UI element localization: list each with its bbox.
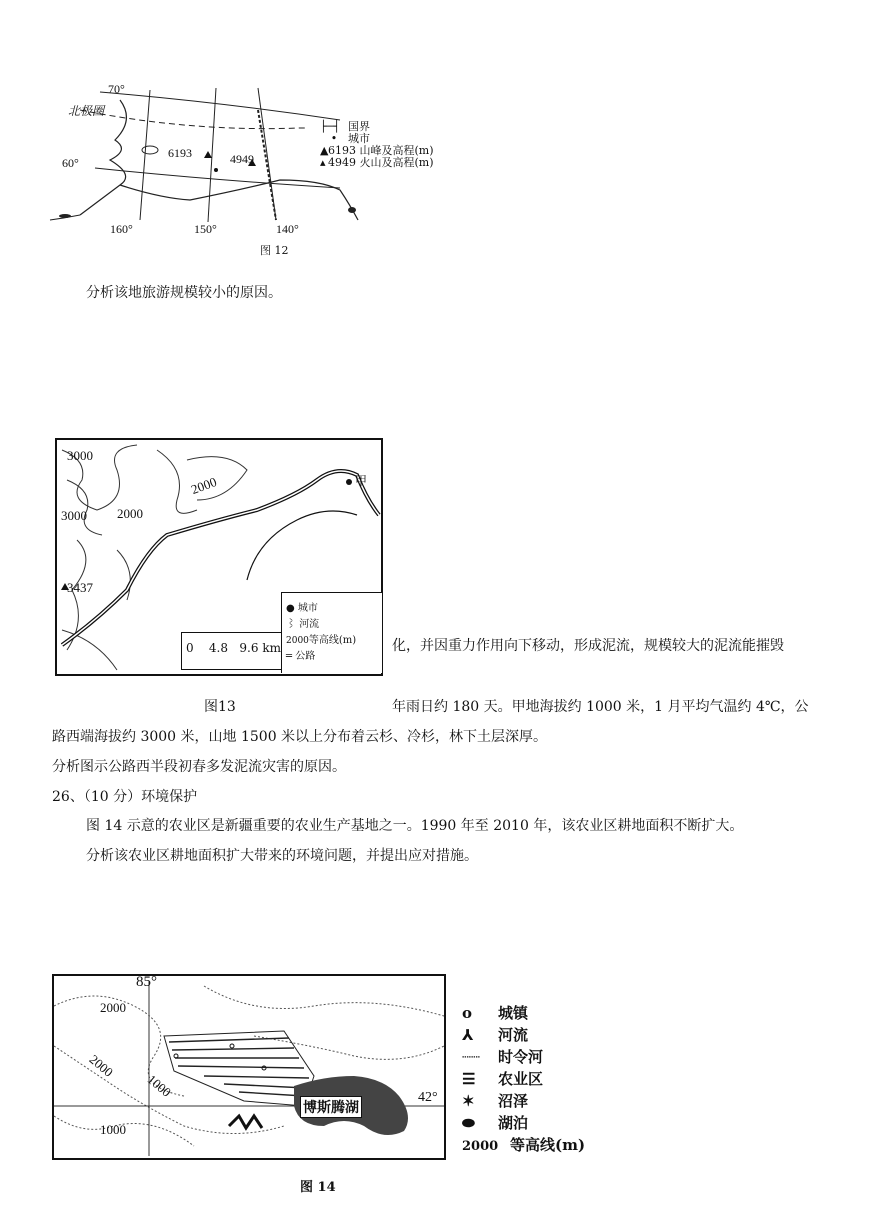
contour-label: 2000 <box>100 1000 126 1015</box>
contour-label: 3000 <box>67 448 93 463</box>
agricultural-area <box>164 1031 314 1106</box>
peak-label: 3437 <box>67 580 93 595</box>
fig12-legend: ├─┤ 国界 • 城市 ▲6193 山峰及高程(m) ▴ 4949 火山及高程(m) <box>320 120 434 169</box>
figure-caption: 图13 <box>204 699 236 715</box>
peak-marker <box>204 151 212 158</box>
road-icon: ═ <box>286 651 296 662</box>
lon-label: 140° <box>276 222 299 236</box>
lat-label: 42° <box>418 1090 438 1105</box>
scale-bar: 0 4.8 9.6 km <box>181 632 283 670</box>
lat-label: 70° <box>108 82 125 96</box>
volcano-icon: ▴ <box>320 156 326 169</box>
lat-label: 60° <box>62 156 79 170</box>
town-icon: o <box>462 1004 473 1022</box>
farmland-icon: ☰ <box>462 1070 476 1088</box>
lake-icon: ⬬ <box>462 1114 475 1132</box>
question-text: 分析该地旅游规模较小的原因。 <box>86 285 282 301</box>
contour-label: 2000 <box>86 1051 117 1080</box>
fig14-legend: o 城镇 ⅄ 河流 ┈┈ 时令河 ☰ 农业区 ✶ 沼泽 ⬬ 湖泊 2000 等高线(m) <box>462 1002 585 1158</box>
contour-icon: 2000 <box>462 1139 499 1154</box>
border-icon: ├─┤ <box>320 120 340 133</box>
figure-caption: 图 12 <box>260 244 289 257</box>
marsh-icon: ✶ <box>462 1092 475 1110</box>
river-icon: ⌇ <box>286 619 300 630</box>
contour-label: 1000 <box>100 1122 126 1137</box>
body-text: 化，并因重力作用向下移动，形成泥流，规模较大的泥流能摧毁 <box>392 638 784 654</box>
city-marker <box>214 168 218 172</box>
body-text: 图 14 示意的农业区是新疆重要的农业生产基地之一。1990 年至 2010 年，该农业区耕地面积不断扩大。 <box>86 818 744 834</box>
contour-label: 2000 <box>117 506 143 521</box>
contour-label: 3000 <box>61 508 87 523</box>
figure-13 <box>55 438 383 676</box>
arctic-label: 北极圈 <box>68 104 105 118</box>
contour-label: 2000 <box>189 474 219 498</box>
volcano-value: 4949 <box>230 152 254 166</box>
contour-label: 1000 <box>144 1071 175 1100</box>
figure-caption: 图 14 <box>300 1180 336 1195</box>
city-icon: • <box>330 132 338 145</box>
river-icon: ⅄ <box>462 1026 474 1044</box>
body-text: 年雨日约 180 天。甲地海拔约 1000 米，1 月平均气温约 4℃，公 <box>392 699 809 715</box>
contour-icon: 2000 <box>286 636 309 646</box>
city-label: 甲 <box>355 474 368 488</box>
lon-label: 160° <box>110 222 133 236</box>
city-icon: ● <box>286 603 298 614</box>
question-title: 26、（10 分）环境保护 <box>52 789 198 805</box>
peak-value: 6193 <box>168 146 192 160</box>
marsh-area <box>229 1116 262 1128</box>
fig13-legend: ● 城市 ⌇ 河流 2000等高线(m) ═ 公路 <box>281 592 382 673</box>
question-text: 分析该农业区耕地面积扩大带来的环境问题，并提出应对措施。 <box>86 848 478 864</box>
figure-12 <box>40 80 510 260</box>
seasonal-river-icon: ┈┈ <box>462 1048 481 1066</box>
lon-label: 85° <box>136 974 157 990</box>
body-text: 路西端海拔约 3000 米，山地 1500 米以上分布着云杉、冷杉，林下土层深厚。 <box>52 729 548 745</box>
figure-14 <box>52 974 446 1160</box>
city-marker <box>346 479 352 485</box>
lake-name: 博斯腾湖 <box>300 1096 362 1118</box>
lon-label: 150° <box>194 222 217 236</box>
peak-icon: ▲ <box>320 144 329 157</box>
question-text: 分析图示公路西半段初春多发泥流灾害的原因。 <box>52 759 346 775</box>
